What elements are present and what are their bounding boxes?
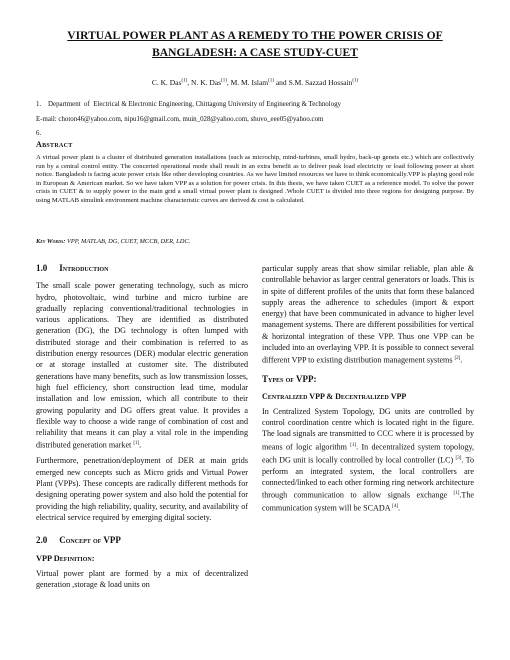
paragraph-text: . To perform an integrated system, the local controllers are connected/linked to each other forming ring network architecture through communication to allow signals exchange (262, 455, 474, 500)
affiliation: 1. Department of Electrical & Electronic Engineering, Chittagong University of Engineering & Technology (36, 101, 341, 108)
author-name: N. K. Das (191, 78, 222, 87)
paragraph-text: . (398, 503, 401, 513)
abstract-heading: Abstract (36, 140, 73, 149)
paragraph-text: . (460, 356, 463, 366)
section-number: 2.0 (36, 535, 48, 546)
author-separator: and (273, 78, 289, 87)
paragraph-text: In Centralized System Topology, DG units are controlled by control coordination centre which is located right in the figure. The load signals are transmitted to CCC where it is processed by means of logic algorithm (262, 406, 474, 452)
left-column (36, 263, 248, 594)
definition-paragraph: Virtual power plant are formed by a mix of decentralized generation ,storage & load units on (36, 568, 248, 590)
author-affiliation-mark: (1) (221, 78, 227, 84)
citation-ref: [2] (454, 356, 461, 362)
paper-title: VIRTUAL POWER PLANT AS A REMEDY TO THE POWER CRISIS OF BANGLADESH: A CASE STUDY-CUET (67, 30, 443, 59)
paragraph-text: . (139, 441, 142, 451)
intro-paragraph-1 (36, 280, 248, 451)
paragraph-text: particular supply areas that show similar reliable, plan able & controllable behavior as larger central generators or loads. This is in spite of different profiles of the units that form these balanced supply areas the adherence to schedules (import & export energy) that have been communicated in advance to higher level management systems. There are different possibilities for vertical & horizontal integration of these VPP. Thus one VPP can be included into an overlaying VPP. It is possible to connect several different VPP to existing distribution management systems (262, 264, 474, 366)
citation-ref: [1] (133, 441, 140, 447)
citation-ref: [4] (392, 504, 399, 510)
author-name: C. K. Das (151, 78, 182, 87)
author-name: M. M. Islam (230, 78, 269, 87)
email-line: E-mail: choton46@yahoo.com, nipu16@gmail.com, muin_028@yahoo.com, shuvo_eee05@yahoo.com (36, 116, 324, 123)
keywords-label: Key Words: (36, 238, 66, 245)
author-separator: , (226, 78, 231, 87)
section-title: Introduction (59, 263, 109, 273)
centralized-decentralized-heading: Centralized VPP & Decentralized VPP (262, 391, 407, 401)
intro-paragraph-2: Furthermore, penetration/deployment of DER at main grids emerged new concepts such as Micro grids and Virtual Power Plant (VPPs). These concepts are radically different methods for designing operating power system and also hold the potential for providing the high reliability, quality, security, and availability of electrical service required by emerging digital society. (36, 456, 248, 522)
abstract-text: A virtual power plant is a cluster of distributed generation installations (such as microchip, mind-turbines, small hydro, back-up genets etc.) which are collectively run by a central control entity. The concerted operational mode shall result in an extra benefit as to deliver peak load electricity or load following power at short notice. Bangladesh is facing acute power crisis like other developing countries. As we have limited resources we have to think economically.VPP is playing good role in European & American market. So we have taken VPP as a solution for power crisis. In this thesis, we have taken CUET as a reference model. To solve the power crisis in CUET & to supply power to the main grid a small virtual power plant is designed .Whole CUET is divided into three regions for designing purpose. By using MATLAB simulink environment machine characteristic curves are derived & cost is calculated. (36, 154, 474, 204)
author-name: S.M. Sazzad Hossain (288, 78, 353, 87)
keywords-line (36, 238, 190, 245)
citation-ref: [1] (350, 442, 357, 448)
paragraph-text: .The communication system will be SCADA (262, 490, 474, 513)
topology-paragraph (262, 406, 474, 514)
author-affiliation-mark: (1) (352, 78, 359, 84)
paragraph-text: The small scale power generating technology, such as micro hydro, photovoltaic, wind turbine and micro turbine are gradually replacing conventional/traditional technologies in various applications. They are identified as distributed generation (DG), the DG technology is often lumped with distributed storage and their combination is referred to as distribution energy resources (DER) modular electric generation or at storage installed at customer site. The distributed generations have many benefits, such as low transmission losses, high fuel efficiency, short construction lead time, modular installation and low emission, which all contribute to their growing popularity and DG offers great value. It provides a flexible way to choose a wide range of combination of cost and reliability that means it can play a vital role in the impending distributed generation market (36, 281, 248, 451)
author-list (0, 78, 510, 87)
citation-ref: [1] (453, 491, 460, 497)
author-separator: , (187, 78, 192, 87)
section-number: 1.0 (36, 263, 48, 273)
section-2-heading (36, 535, 248, 546)
author-affiliation-mark: (1) (268, 78, 274, 84)
right-column (262, 263, 474, 518)
paragraph-text: . In decentralized system topology, each DG unit is locally controlled by local controller (LC) (262, 442, 474, 465)
section-title: Concept of VPP (59, 535, 121, 546)
citation-ref: [3] (455, 455, 462, 461)
vpp-definition-heading: VPP Definition: (36, 553, 95, 563)
author-affiliation-mark: (1) (181, 78, 188, 84)
vpp-paragraph-continued (262, 263, 474, 366)
stray-number: 6. (36, 130, 42, 137)
keywords-list: VPP, MATLAB, DG, CUET, MCCB, DER, LDC. (65, 238, 191, 245)
section-1-heading (36, 263, 248, 274)
types-of-vpp-heading: Types of VPP: (262, 374, 317, 385)
